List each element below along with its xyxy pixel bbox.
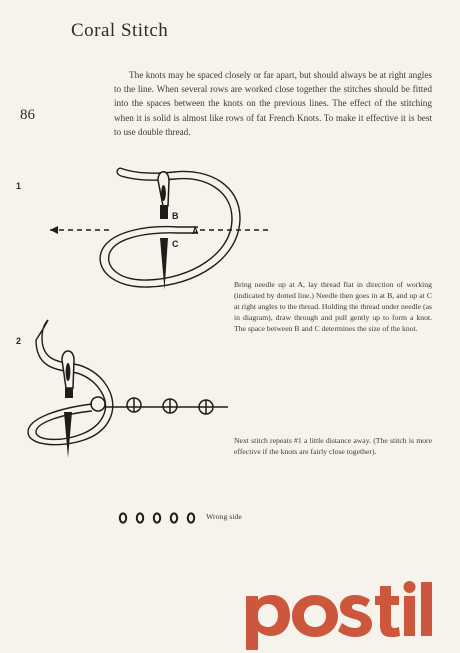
label-b: B [172, 211, 179, 221]
page-title: Coral Stitch [71, 20, 169, 41]
step-2-caption: Next stitch repeats #1 a little distance away. (The stitch is more effective if the knots are fairly close together). [234, 436, 432, 456]
label-a: A [192, 226, 199, 236]
wrong-side-label: Wrong side [206, 512, 242, 521]
page-number: 86 [20, 107, 35, 123]
label-c: C [172, 239, 179, 249]
step-2-number: 2 [16, 336, 22, 346]
step-1-caption: Bring needle up at A, lay thread flat in direction of working (indicated by dotted line.) Needle then goes in at B, and up at C at right angles to the thread. Holding the thread under needle (as in diagram), draw through and pull gently up to form a knot. The space between B and C determines the size of the knot. [234, 280, 432, 333]
intro-paragraph: The knots may be spaced closely or far apart, but should always be at right angles to the line. When several rows are worked close together the stitches should be fitted into the spaces between the knots on the previous lines. The effect of the stitching when it is solid is almost like rows of fat French Knots. To make it effective it is best to use double thread. [114, 70, 432, 137]
step-1-number: 1 [16, 181, 22, 191]
